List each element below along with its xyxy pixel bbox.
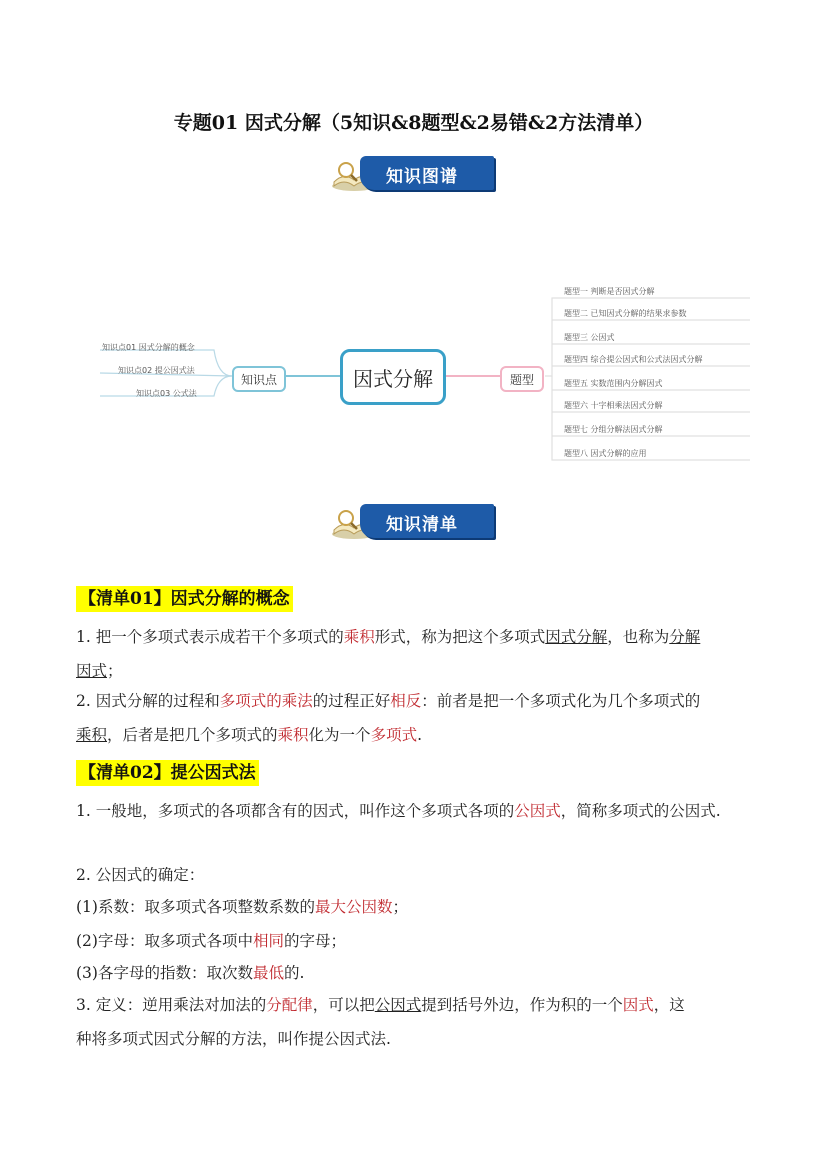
mind-map-leaf: 题型三 公因式 [564, 333, 615, 342]
mind-map-leaf: 题型八 因式分解的应用 [564, 449, 647, 458]
banner-label: 知识清单 [386, 515, 458, 535]
mind-map-leaf: 题型六 十字相乘法因式分解 [564, 401, 663, 410]
paragraph: 3. 定义：逆用乘法对加法的分配律，可以把公因式提到括号外边，作为积的一个因式，这 种将多项式因式分解的方法，叫作提公因式法. [76, 996, 685, 1048]
section-heading: 【清单02】提公因式法 [76, 760, 259, 786]
section-heading: 【清单01】因式分解的概念 [76, 586, 293, 612]
paragraph: 2. 因式分解的过程和多项式的乘法的过程正好相反：前者是把一个多项式化为几个多项式的 乘积，后者是把几个多项式的乘积化为一个多项式. [76, 692, 701, 744]
mind-map-leaf: 题型二 已知因式分解的结果求参数 [564, 309, 687, 318]
mind-map-leaf: 题型五 实数范围内分解因式 [564, 379, 663, 388]
banner-knowledge-list [330, 500, 496, 542]
paragraph: 2. 公因式的确定： [76, 866, 205, 884]
page-title: 专题01 因式分解（5知识&8题型&2易错&2方法清单） [173, 112, 654, 134]
paragraph: 1. 一般地，多项式的各项都含有的因式，叫作这个多项式各项的公因式，简称多项式的公因式. [76, 802, 721, 820]
paragraph: (1)系数：取多项式各项整数系数的最大公因数； [76, 898, 408, 916]
banner-knowledge-map [330, 152, 496, 194]
mind-map [90, 280, 750, 470]
mind-map-leaf: 题型四 综合提公因式和公式法因式分解 [564, 355, 703, 364]
mind-map-node-types: 题型 [500, 366, 544, 392]
mind-map-leaf: 知识点01 因式分解的概念 [102, 343, 195, 352]
mind-map-leaf: 知识点02 提公因式法 [118, 366, 195, 375]
mind-map-leaf: 知识点03 公式法 [136, 389, 197, 398]
mind-map-node-knowledge: 知识点 [232, 366, 286, 392]
paragraph: (2)字母：取多项式各项中相同的字母； [76, 932, 346, 950]
paragraph: 1. 把一个多项式表示成若干个多项式的乘积形式，称为把这个多项式因式分解，也称为分解 因式； [76, 628, 701, 680]
paragraph: (3)各字母的指数：取次数最低的. [76, 964, 305, 982]
mind-map-leaf: 题型一 判断是否因式分解 [564, 287, 655, 296]
mind-map-leaf: 题型七 分组分解法因式分解 [564, 425, 663, 434]
mind-map-center-node: 因式分解 [340, 349, 446, 405]
banner-label: 知识图谱 [386, 167, 458, 187]
